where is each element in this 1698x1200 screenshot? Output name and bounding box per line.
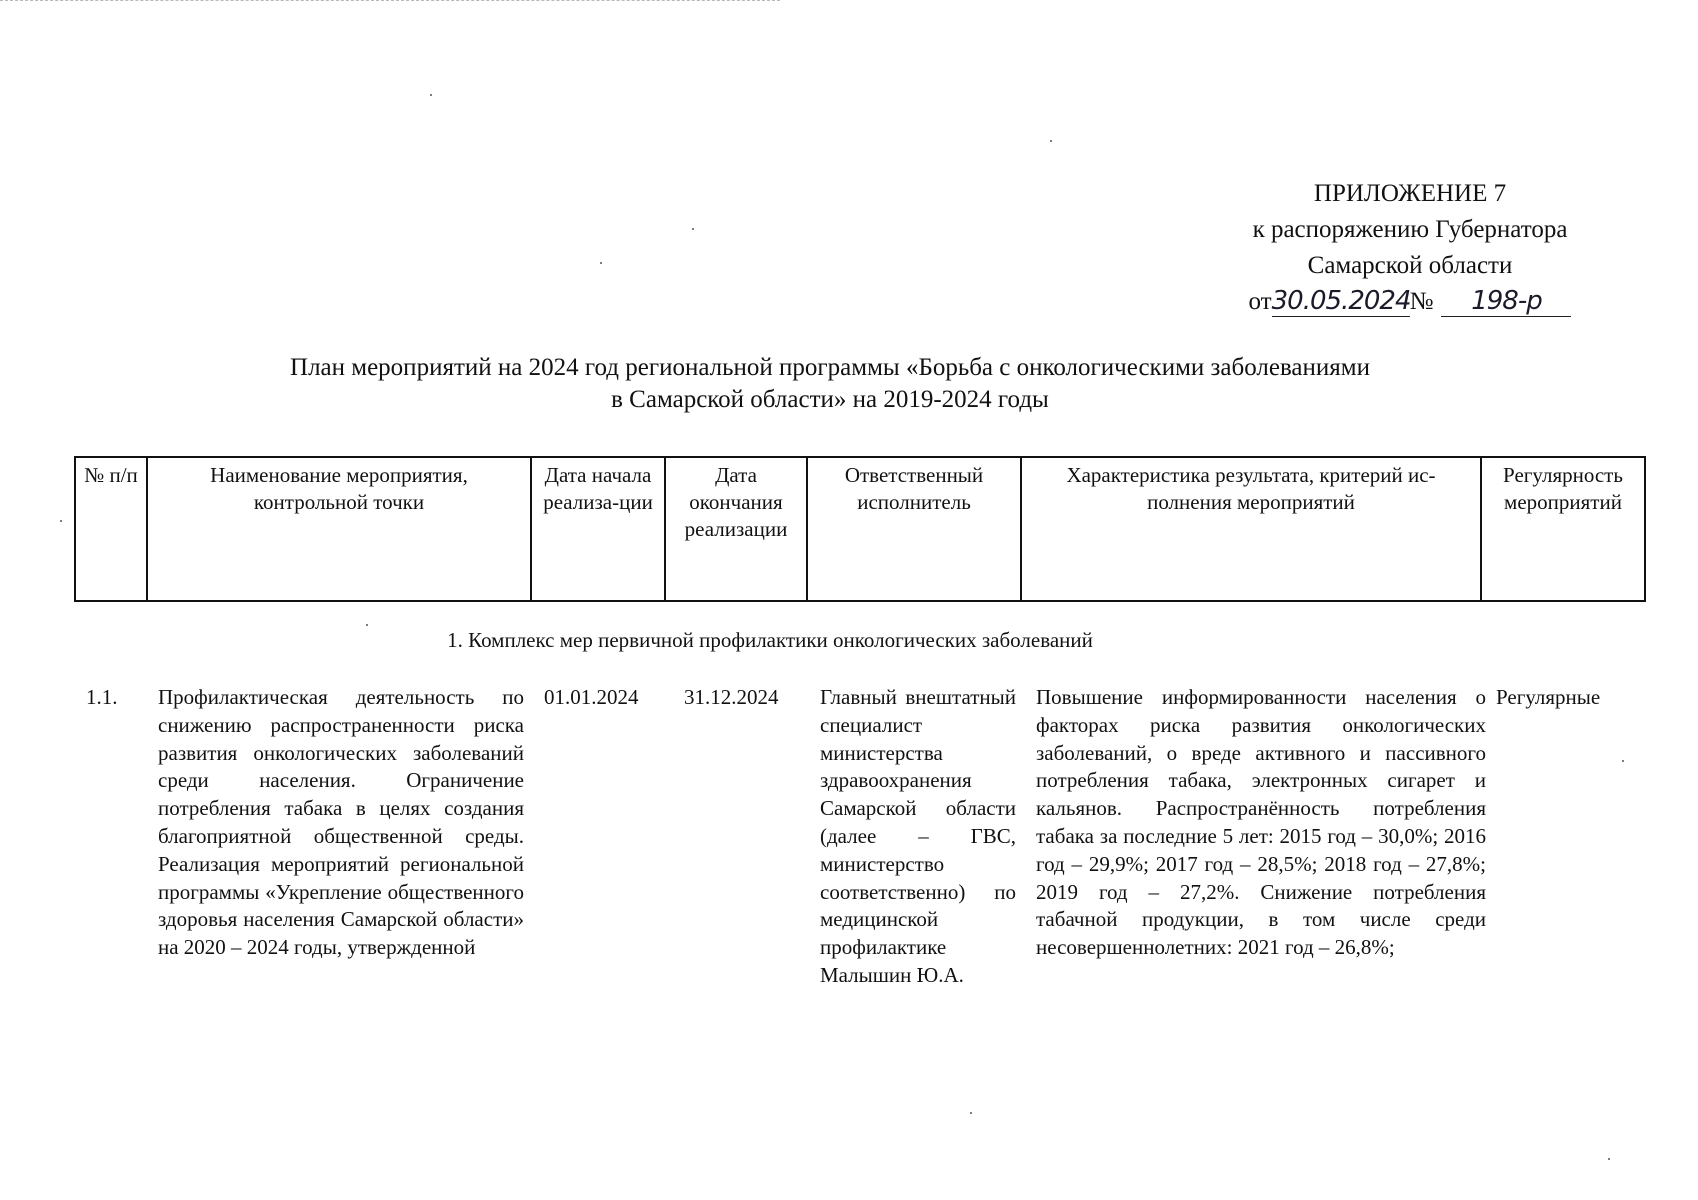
header-result: Характеристика результата, критерий ис-полнения мероприятий	[1021, 457, 1481, 601]
number-prefix: №	[1409, 288, 1434, 315]
scan-speck	[1622, 760, 1624, 762]
scan-speck	[60, 520, 62, 522]
section-title: 1. Комплекс мер первичной профилактики онкологических заболеваний	[447, 628, 1093, 652]
header-number: № п/п	[75, 457, 147, 601]
appendix-block	[1180, 176, 1640, 320]
handwritten-number: 198-р	[1441, 286, 1571, 317]
scan-speck	[692, 228, 694, 230]
row-executor: Главный внештатный специалист министерства здравоохранения Самарской области (далее – ГВС, министерство соответственно) по медицинской профилактике Малышин Ю.А.	[820, 685, 1016, 987]
document-title	[180, 352, 1480, 416]
appendix-line1: к распоряжению Губернатора	[1252, 216, 1568, 243]
row-number: 1.1.	[86, 685, 118, 709]
scan-speck	[970, 1112, 972, 1114]
row-end-date: 31.12.2024	[684, 685, 779, 709]
handwritten-date: 30.05.2024	[1271, 286, 1411, 316]
row-name: Профилактическая деятельность по снижению распространенности риска развития онкологических заболеваний среди населения. Ограничение потребления табака в целях создания благоприятной общественной среды. Реализация мероприятий региональной программы «Укрепление общественного здоровья населения Самарской области» на 2020 – 2024 годы, утвержденной	[158, 685, 524, 960]
scan-speck	[366, 624, 368, 626]
scan-speck	[600, 262, 602, 264]
header-start-date: Дата начала реализа-ции	[531, 457, 665, 601]
row-result: Повышение информированности населения о факторах риска развития онкологических заболеваний, о вреде активного и пассивного потребления табака, электронных сигарет и кальянов. Распространённость потребления табака за последние 5 лет: 2015 год – 30,0%; 2016 год – 29,9%; 2017 год – 28,5%; 2018 год – 27,8%; 2019 год – 27,2%. Снижение потребления табачной продукции, в том числе среди несовершеннолетних: 2021 год – 26,8%;	[1036, 685, 1486, 960]
scan-speck	[430, 94, 432, 96]
appendix-line2: Самарской области	[1307, 252, 1513, 279]
header-regularity: Регулярность мероприятий	[1481, 457, 1645, 601]
plan-table-header	[74, 456, 1646, 602]
title-line-2: в Самарской области» на 2019-2024 годы	[611, 386, 1049, 413]
title-line-1: План мероприятий на 2024 год региональной программы «Борьба с онкологическими заболеваниями	[290, 354, 1370, 381]
scan-speck	[1050, 140, 1052, 142]
header-name: Наименование мероприятия, контрольной точки	[147, 457, 531, 601]
scan-edge-line	[0, 0, 780, 1]
header-end-date: Дата окончания реализации	[665, 457, 807, 601]
row-start-date: 01.01.2024	[544, 685, 639, 709]
header-executor: Ответственный исполнитель	[807, 457, 1021, 601]
appendix-title: ПРИЛОЖЕНИЕ 7	[1313, 180, 1507, 207]
order-date-number-line	[1180, 284, 1640, 320]
date-prefix: от	[1248, 288, 1272, 315]
scan-speck	[1608, 1158, 1610, 1160]
row-regularity: Регулярные	[1496, 685, 1601, 709]
